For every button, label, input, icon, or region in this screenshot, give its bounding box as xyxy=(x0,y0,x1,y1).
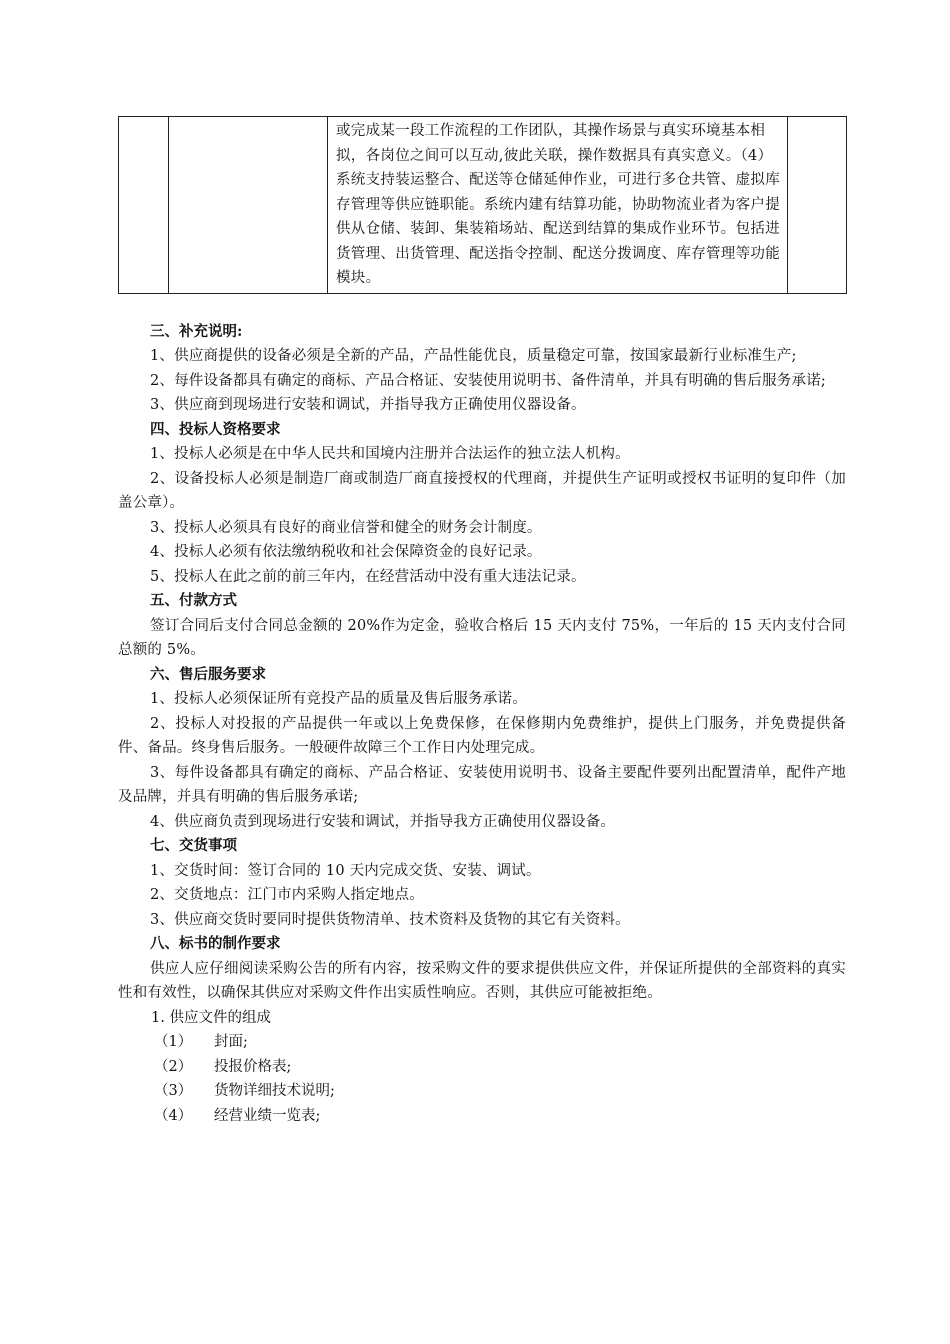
paragraph: 3、供应商交货时要同时提供货物清单、技术资料及货物的其它有关资料。 xyxy=(150,911,630,928)
paragraph: 3、供应商到现场进行安装和调试，并指导我方正确使用仪器设备。 xyxy=(150,397,586,413)
section-heading: 八、标书的制作要求 xyxy=(150,935,281,952)
section-heading: 七、交货事项 xyxy=(150,837,237,854)
list-item-number: （2） xyxy=(154,1058,193,1075)
list-item-text: 经营业绩一览表; xyxy=(214,1107,321,1124)
list-item-text: 货物详细技术说明; xyxy=(214,1083,335,1099)
section-heading: 四、投标人资格要求 xyxy=(150,420,281,438)
description-text: 或完成某一段工作流程的工作团队，其操作场景与真实环境基本相拟，各岗位之间可以互动,彼此关联，操作数据具有真实意义。（4）系统支持装运整合、配送等仓储延伸作业，可进行多仓共管、虚拟库存管理等供应链职能。系统内建有结算功能，协助物流业者为客户提供从仓储、装卸、集装箱场站、配送到结算的集成作业环节。包括进货管理、出货管理、配送指令控制、配送分拨调度、库存管理等功能模块。 xyxy=(336,123,780,286)
section-heading: 五、付款方式 xyxy=(150,592,237,609)
list-item xyxy=(118,1055,846,1080)
paragraph: 2、投标人对投报的产品提供一年或以上免费保修，在保修期内免费维护，提供上门服务，并免费提供备件、备品。终身售后服务。一般硬件故障三个工作日内处理完成。 xyxy=(118,715,846,756)
list-item xyxy=(118,1104,846,1129)
list-item-number: （3） xyxy=(154,1083,193,1099)
table-row xyxy=(119,117,847,294)
list-item-text: 投报价格表; xyxy=(214,1058,292,1075)
list-item-number: （4） xyxy=(154,1107,193,1124)
paragraph: 1、供应商提供的设备必须是全新的产品，产品性能优良，质量稳定可靠，按国家最新行业标准生产; xyxy=(150,348,797,364)
paragraph: 2、交货地点：江门市内采购人指定地点。 xyxy=(150,887,425,903)
table-cell-description xyxy=(328,117,788,294)
section-heading: 三、补充说明: xyxy=(150,322,243,340)
paragraph: 3、每件设备都具有确定的商标、产品合格证、安装使用说明书、设备主要配件要列出配置清单，配件产地及品牌，并具有明确的售后服务承诺; xyxy=(118,764,846,805)
paragraph: 1、交货时间：签订合同的 10 天内完成交货、安装、调试。 xyxy=(150,862,541,879)
paragraph: 1、投标人必须保证所有竞投产品的质量及售后服务承诺。 xyxy=(150,691,527,707)
document-page xyxy=(118,116,846,1128)
section-supplementary xyxy=(118,320,846,1129)
paragraph: 2、设备投标人必须是制造厂商或制造厂商直接授权的代理商，并提供生产证明或授权书证明的复印件（加盖公章）。 xyxy=(118,470,846,511)
section-heading: 六、售后服务要求 xyxy=(150,665,266,683)
list-item-text: 封面; xyxy=(214,1034,248,1050)
paragraph: 5、投标人在此之前的前三年内，在经营活动中没有重大违法记录。 xyxy=(150,568,586,585)
table-cell-name xyxy=(169,117,328,294)
paragraph: 4、投标人必须有依法缴纳税收和社会保障资金的良好记录。 xyxy=(150,544,542,560)
paragraph: 4、供应商负责到现场进行安装和调试，并指导我方正确使用仪器设备。 xyxy=(150,813,616,830)
paragraph: 签订合同后支付合同总金额的 20%作为定金，验收合格后 15 天内支付 75%，一年后的 15 天内支付合同总额的 5%。 xyxy=(118,617,846,658)
table-cell-remark xyxy=(788,117,847,294)
spec-table xyxy=(118,116,847,294)
paragraph: 2、每件设备都具有确定的商标、产品合格证、安装使用说明书、备件清单，并具有明确的售后服务承诺; xyxy=(150,372,827,389)
table-cell-index xyxy=(119,117,169,294)
list-item-number: （1） xyxy=(154,1034,193,1050)
paragraph: 1、投标人必须是在中华人民共和国境内注册并合法运作的独立法人机构。 xyxy=(150,446,630,462)
paragraph: 3、投标人必须具有良好的商业信誉和健全的财务会计制度。 xyxy=(150,519,542,536)
list-item xyxy=(118,1030,846,1055)
list-item xyxy=(118,1079,846,1104)
paragraph: 供应人应仔细阅读采购公告的所有内容，按采购文件的要求提供供应文件，并保证所提供的全部资料的真实性和有效性，以确保其供应对采购文件作出实质性响应。否则，其供应可能被拒绝。 xyxy=(118,960,846,1001)
subsection-heading: 1. 供应文件的组成 xyxy=(151,1009,271,1026)
